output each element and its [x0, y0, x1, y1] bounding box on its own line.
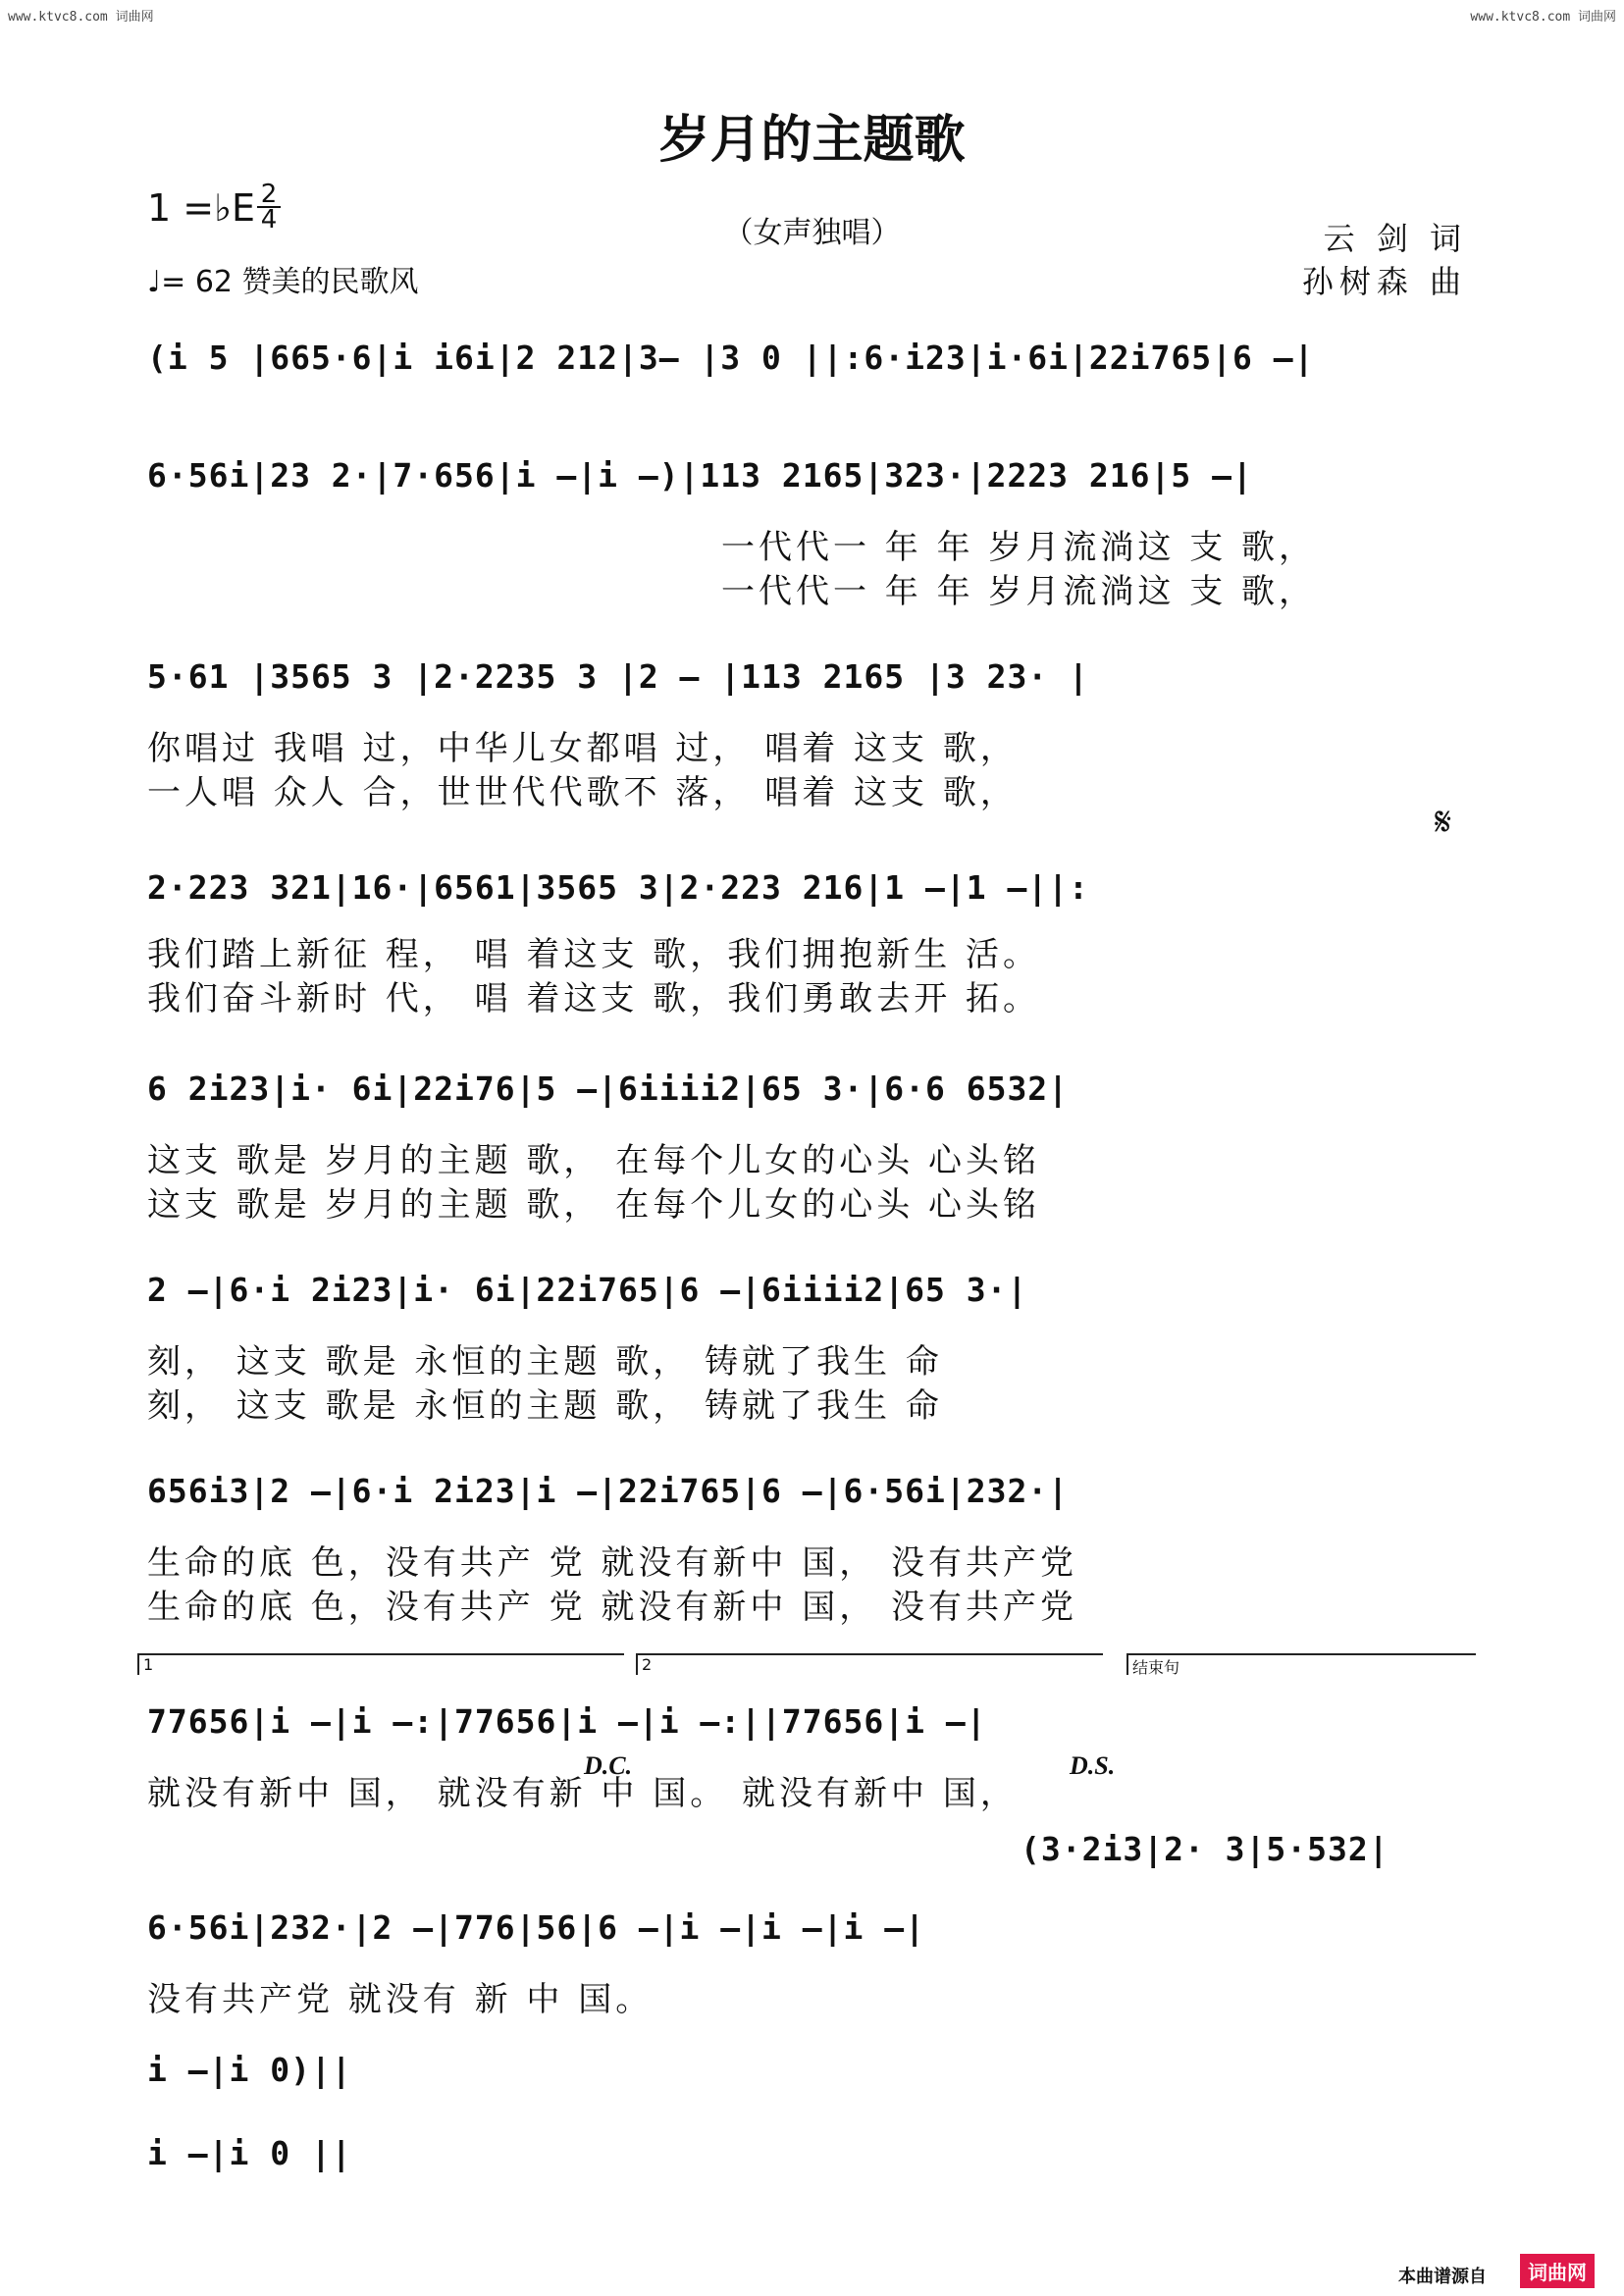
score-line-8: 77656|i –|i –:|77656|i –|i –:||77656|i –|	[147, 1702, 987, 1741]
lyric-line-6a: 刻， 这支 歌是 永恒的主题 歌， 铸就了我生 命	[147, 1342, 943, 1382]
ds-marking: D.S.	[1070, 1751, 1116, 1780]
score-line-5: 6 2i23|i· 6i|22i76|5 –|6iiii2|65 3·|6·6 6532|	[147, 1070, 1070, 1108]
dc-marking: D.C.	[584, 1751, 633, 1780]
footer-source-note: 本曲谱源自	[1398, 2267, 1487, 2287]
lyric-line-5b: 这支 歌是 岁月的主题 歌， 在每个儿女的心头 心头铭	[147, 1185, 1041, 1225]
lyric-line-2b: 一代代一 年 年 岁月流淌这 支 歌，	[721, 572, 1317, 611]
score-line-3: 5·61 |3565 3 |2·2235 3 |2 – |113 2165 |3 23· |	[147, 657, 1089, 696]
volta-ending: 结束句	[1126, 1653, 1476, 1675]
segno-sign: 𝄋	[1435, 800, 1452, 845]
lyric-line-2a: 一代代一 年 年 岁月流淌这 支 歌，	[721, 528, 1317, 567]
lyric-line-9: 没有共产党 就没有 新 中 国。	[147, 1980, 654, 2019]
score-line-10: i –|i 0)||	[147, 2051, 352, 2089]
lyric-line-5a: 这支 歌是 岁月的主题 歌， 在每个儿女的心头 心头铭	[147, 1141, 1041, 1180]
tempo-marking: ♩= 62 赞美的民歌风	[147, 265, 419, 299]
lyric-line-4b: 我们奋斗新时 代， 唱 着这支 歌，我们勇敢去开 拓。	[147, 979, 1041, 1018]
song-subtitle: （女声独唱）	[723, 216, 901, 250]
site-logo: 词曲网	[1520, 2254, 1595, 2288]
score-line-6: 2 –|6·i 2i23|i· 6i|22i765|6 –|6iiii2|65 3·|	[147, 1271, 1028, 1309]
time-signature-top: 2	[260, 180, 278, 209]
lyric-line-7b: 生命的底 色，没有共产 党 就没有新中 国， 没有共产党	[147, 1588, 1078, 1627]
time-signature	[257, 180, 281, 235]
watermark-left: www.ktvc8.com 词曲网	[8, 10, 154, 25]
watermark-right: www.ktvc8.com 词曲网	[1470, 10, 1616, 25]
score-line-4: 2·223 321|16·|6561|3565 3|2·223 216|1 –|1 –||:	[147, 868, 1089, 907]
lyricist: 云 剑 词	[1323, 220, 1467, 257]
lyric-line-6b: 刻， 这支 歌是 永恒的主题 歌， 铸就了我生 命	[147, 1386, 943, 1426]
lyric-line-3a: 你唱过 我唱 过，中华儿女都唱 过， 唱着 这支 歌，	[147, 729, 1018, 768]
time-signature-bottom: 4	[257, 206, 281, 232]
upper-staff-line-9: (3·2i3|2· 3|5·532|	[1021, 1830, 1389, 1868]
volta-2: 2	[636, 1653, 1103, 1675]
composer: 孙树森 曲	[1301, 263, 1467, 300]
key-signature: 1 =♭E	[147, 186, 256, 230]
score-line-7: 656i3|2 –|6·i 2i23|i –|22i765|6 –|6·56i|232·|	[147, 1472, 1070, 1510]
score-line-1: (i 5 |665·6|i i6i|2 212|3– |3 0 ||:6·i23|i·6i|22i765|6 –|	[147, 339, 1315, 377]
lyric-line-3b: 一人唱 众人 合，世世代代歌不 落， 唱着 这支 歌，	[147, 773, 1018, 812]
lyric-line-4a: 我们踏上新征 程， 唱 着这支 歌，我们拥抱新生 活。	[147, 935, 1041, 974]
lyric-line-7a: 生命的底 色，没有共产 党 就没有新中 国， 没有共产党	[147, 1543, 1078, 1583]
volta-1: 1	[137, 1653, 624, 1675]
lyric-line-8: 就没有新中 国， 就没有新 中 国。 就没有新中 国，	[147, 1774, 1018, 1813]
song-title: 岁月的主题歌	[658, 110, 966, 170]
score-line-2: 6·56i|23 2·|7·656|i –|i –)|113 2165|323·|2223 216|5 –|	[147, 456, 1253, 495]
score-line-9: 6·56i|232·|2 –|776|56|6 –|i –|i –|i –|	[147, 1908, 925, 1947]
score-line-11: i –|i 0 ||	[147, 2134, 352, 2172]
